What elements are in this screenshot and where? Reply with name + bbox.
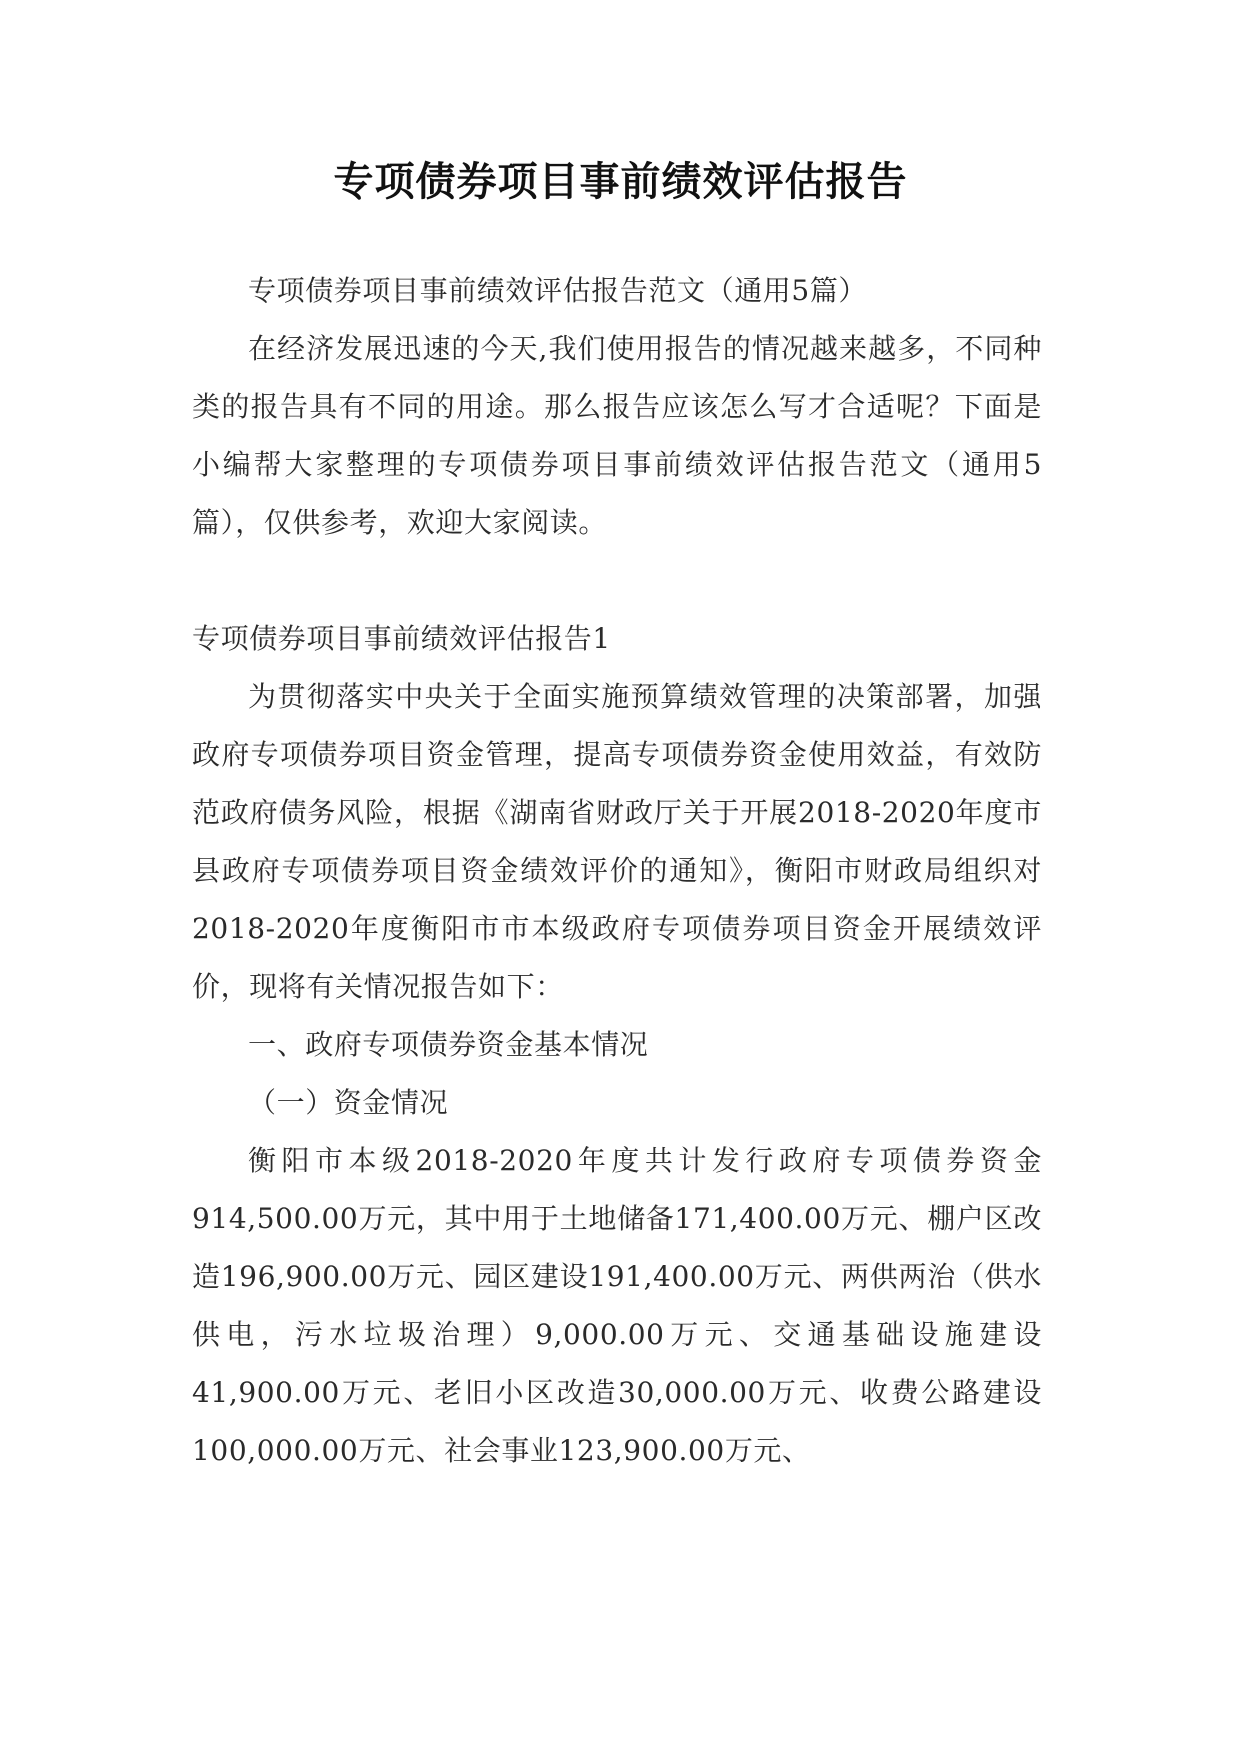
paragraph-spacer [192, 552, 1042, 610]
subsection-subheading: （一）资金情况 [248, 1086, 449, 1119]
funding-paragraph: 衡阳市本级2018-2020年度共计发行政府专项债券资金914,500.00万元，其中用于土地储备171,400.00万元、棚户区改造196,900.00万元、园区建设191,400.00万元、两供两治（供水供电，污水垃圾治理）9,000.00万元、交通基础设施建设41,900.00万元、老旧小区改造30,000.00万元、收费公路建设100,000.00万元、社会事业123,900.00万元、 [192, 1144, 1042, 1467]
document-title: 专项债券项目事前绩效评估报告 [333, 159, 908, 205]
intro-subtitle: 专项债券项目事前绩效评估报告范文（通用5篇） [248, 274, 868, 307]
intro-paragraph: 在经济发展迅速的今天,我们使用报告的情况越来越多，不同种类的报告具有不同的用途。那么报告应该怎么写才合适呢？下面是小编帮大家整理的专项债券项目事前绩效评估报告范文（通用5篇），仅供参考，欢迎大家阅读。 [192, 332, 1042, 539]
section-heading: 专项债券项目事前绩效评估报告1 [192, 622, 611, 655]
subsection-heading: 一、政府专项债券资金基本情况 [248, 1028, 649, 1061]
body-paragraph: 为贯彻落实中央关于全面实施预算绩效管理的决策部署，加强政府专项债券项目资金管理，提高专项债券资金使用效益，有效防范政府债务风险，根据《湖南省财政厅关于开展2018-2020年度市县政府专项债券项目资金绩效评价的通知》，衡阳市财政局组织对2018-2020年度衡阳市市本级政府专项债券项目资金开展绩效评价，现将有关情况报告如下： [192, 680, 1042, 1003]
document-body [192, 262, 1042, 1480]
